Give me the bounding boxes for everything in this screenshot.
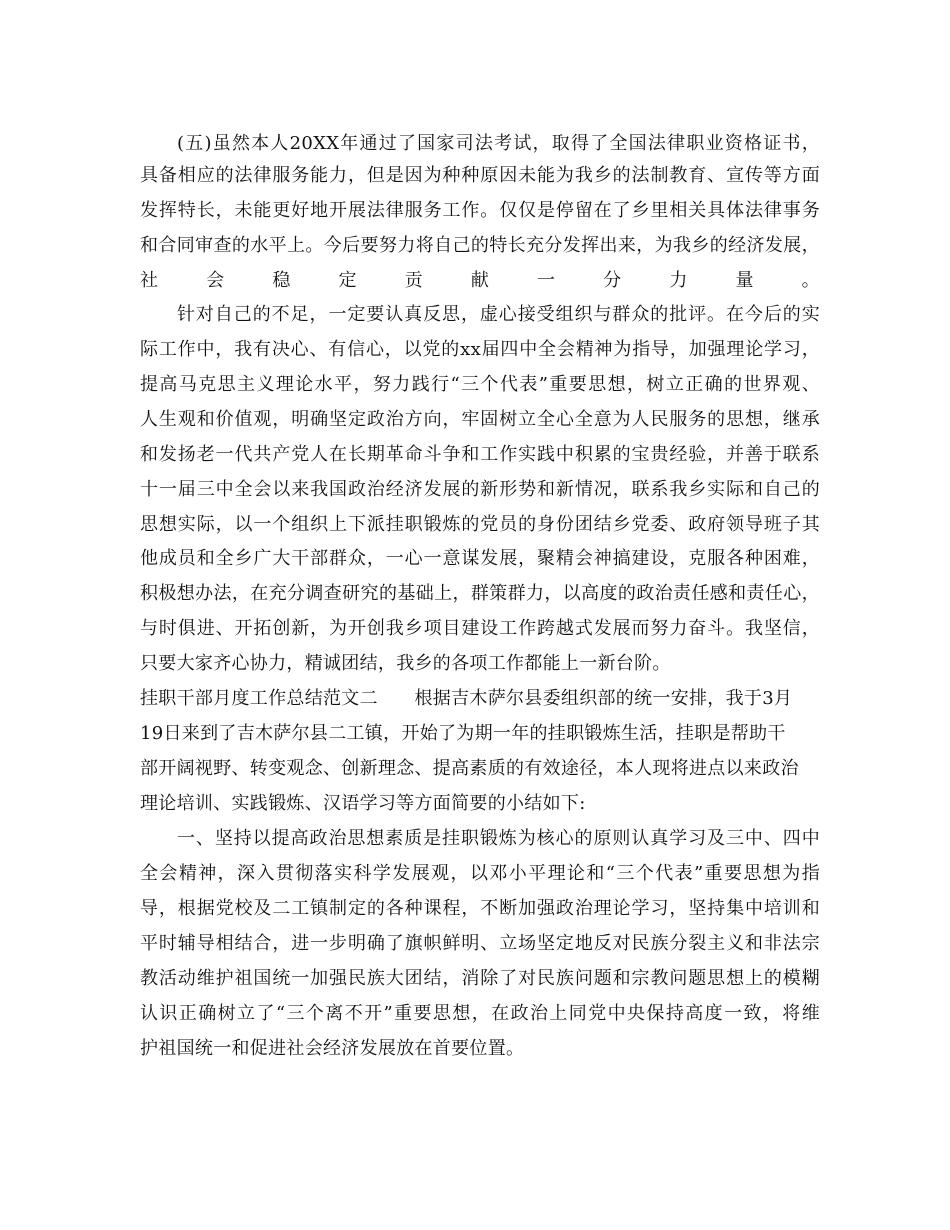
paragraph-line: 和合同审查的水平上。今后要努力将自己的特长充分发挥出来，为我乡的经济发展， xyxy=(140,235,820,256)
paragraph-line: 部开阔视野、转变观念、创新理念、提高素质的有效途径，本人现将进点以来政治 xyxy=(140,758,799,779)
paragraph-line: 人生观和价值观，明确坚定政治方向，牢固树立全心全意为人民服务的思想，继承 xyxy=(140,409,820,430)
paragraph-line: 思想实际，以一个组织上下派挂职锻炼的党员的身份团结乡党委、政府领导班子其 xyxy=(140,514,820,535)
paragraph-line: 19日来到了吉木萨尔县二工镇，开始了为期一年的挂职锻炼生活，挂职是帮助干 xyxy=(140,723,786,744)
paragraph-line: 认识正确树立了“三个离不开”重要思想，在政治上同党中央保持高度一致，将维 xyxy=(140,1003,820,1024)
paragraph-line: (五)虽然本人20XX年通过了国家司法考试，取得了全国法律职业资格证书， xyxy=(177,133,820,154)
section-heading-line: 挂职干部月度工作总结范文二 根据吉木萨尔县委组织部的统一安排，我于3月 xyxy=(140,688,793,709)
paragraph-line: 发挥特长，未能更好地开展法律服务工作。仅仅是停留在了乡里相关具体法律事务 xyxy=(140,200,820,221)
paragraph-line: 全会精神，深入贯彻落实科学发展观，以邓小平理论和“三个代表”重要思想为指 xyxy=(140,863,820,884)
paragraph-line: 积极想办法，在充分调查研究的基础上，群策群力，以高度的政治责任感和责任心， xyxy=(140,583,820,604)
paragraph-line: 社会稳定贡献一分力量。 xyxy=(140,270,820,291)
paragraph-line: 理论培训、实践锻炼、汉语学习等方面简要的小结如下: xyxy=(140,793,586,814)
paragraph-line: 一、坚持以提高政治思想素质是挂职锻炼为核心的原则认真学习及三中、四中 xyxy=(177,828,820,849)
paragraph-line: 具备相应的法律服务能力，但是因为种种原因未能为我乡的法制教育、宣传等方面 xyxy=(140,165,820,186)
paragraph-line: 与时俱进、开拓创新，为开创我乡项目建设工作跨越式发展而努力奋斗。我坚信， xyxy=(140,618,820,639)
paragraph-line: 只要大家齐心协力，精诚团结，我乡的各项工作都能上一新台阶。 xyxy=(140,653,671,674)
paragraph-line: 针对自己的不足，一定要认真反思，虚心接受组织与群众的批评。在今后的实 xyxy=(177,304,820,325)
paragraph-line: 平时辅导相结合，进一步明确了旗帜鲜明、立场坚定地反对民族分裂主义和非法宗 xyxy=(140,933,820,954)
paragraph-line: 际工作中，我有决心、有信心，以党的xx届四中全会精神为指导，加强理论学习， xyxy=(140,339,820,360)
paragraph-line: 护祖国统一和促进社会经济发展放在首要位置。 xyxy=(140,1038,525,1059)
paragraph-line: 十一届三中全会以来我国政治经济发展的新形势和新情况，联系我乡实际和自己的 xyxy=(140,479,820,500)
paragraph-line: 和发扬老一代共产党人在长期革命斗争和工作实践中积累的宝贵经验，并善于联系 xyxy=(140,444,820,465)
paragraph-line: 他成员和全乡广大干部群众，一心一意谋发展，聚精会神搞建设，克服各种困难， xyxy=(140,548,820,569)
paragraph-line: 教活动维护祖国统一加强民族大团结，消除了对民族问题和宗教问题思想上的模糊 xyxy=(140,968,820,989)
paragraph-line: 导，根据党校及二工镇制定的各种课程，不断加强政治理论学习，坚持集中培训和 xyxy=(140,898,820,919)
paragraph-line: 提高马克思主义理论水平，努力践行“三个代表”重要思想，树立正确的世界观、 xyxy=(140,374,820,395)
